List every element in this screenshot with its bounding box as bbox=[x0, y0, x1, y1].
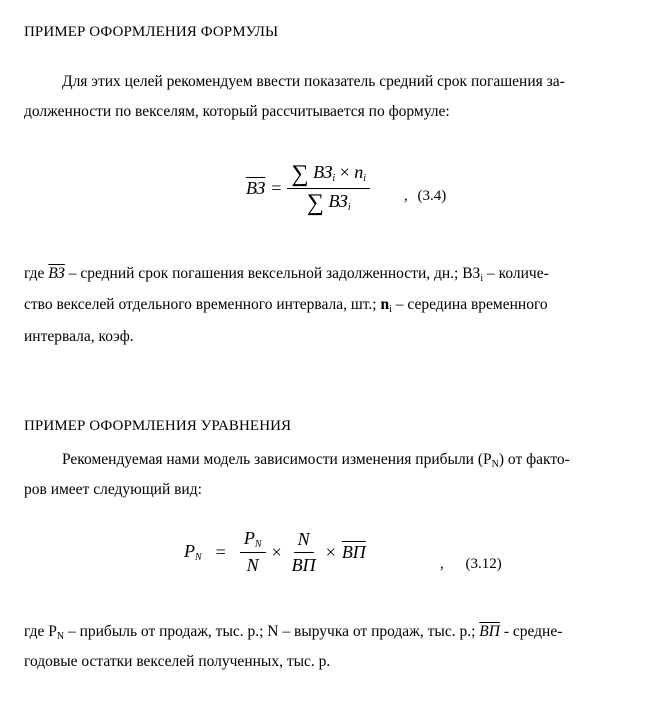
where-var-vz: ВЗ bbox=[48, 265, 65, 282]
fraction-1-numerator bbox=[240, 528, 266, 553]
equation-3-12 bbox=[184, 528, 372, 576]
formula-3-4 bbox=[246, 162, 370, 215]
section-heading-equation: ПРИМЕР ОФОРМЛЕНИЯ УРАВНЕНИЯ bbox=[24, 418, 292, 434]
numerator-term: ВЗ bbox=[313, 162, 333, 182]
paragraph-text: ) от факто- bbox=[498, 451, 570, 468]
sum-symbol: ∑ bbox=[306, 190, 325, 216]
paragraph-line: Для этих целей рекомендуем ввести показатель средний срок погашения за- bbox=[62, 73, 565, 90]
paragraph-sub: N bbox=[491, 459, 499, 470]
equation-lhs-p: P bbox=[184, 541, 195, 561]
where-prefix: где bbox=[24, 265, 45, 282]
where-var-vp: ВП bbox=[479, 623, 500, 640]
formula-number-label: (3.4) bbox=[417, 188, 447, 204]
formula-denominator bbox=[303, 189, 355, 215]
numerator-n: n bbox=[354, 162, 364, 182]
equation-comma: , bbox=[440, 556, 444, 572]
where-line-1 bbox=[24, 265, 549, 284]
section-heading-formula: ПРИМЕР ОФОРМЛЕНИЯ ФОРМУЛЫ bbox=[24, 24, 279, 40]
where-line-2 bbox=[24, 296, 548, 315]
denominator-term: ВЗ bbox=[328, 191, 348, 211]
where-text: – середина временного bbox=[395, 296, 548, 313]
where-var-n: n bbox=[380, 296, 390, 313]
where-line-2: годовые остатки векселей полученных, тыс. р. bbox=[24, 653, 331, 670]
paragraph-line: долженности по векселям, который рассчитывается по формуле: bbox=[24, 103, 450, 120]
numerator-sub: i bbox=[332, 173, 336, 184]
denominator-sub: i bbox=[347, 202, 351, 213]
equation-fraction-2 bbox=[288, 529, 320, 576]
where-text: – прибыль от продаж, тыс. р.; N – выручка от продаж, тыс. р.; bbox=[67, 623, 476, 640]
where-line-3: интервала, коэф. bbox=[24, 328, 134, 345]
numerator-n-sub: i bbox=[363, 173, 367, 184]
formula-numerator bbox=[287, 162, 370, 189]
paragraph-text: Рекомендуемая нами модель зависимости изменения прибыли (P bbox=[62, 451, 492, 468]
equation-lhs-sub: N bbox=[195, 552, 202, 563]
equation-last-term: ВП bbox=[341, 541, 366, 562]
times-sign: × bbox=[325, 541, 336, 562]
equation-number-label: (3.12) bbox=[465, 556, 502, 572]
fraction-2-denominator: ВП bbox=[291, 554, 316, 575]
formula-fraction bbox=[287, 162, 370, 215]
where-line-1 bbox=[24, 623, 562, 642]
where-text-end: - средне- bbox=[503, 623, 563, 640]
formula-comma: , bbox=[404, 188, 408, 204]
sum-symbol: ∑ bbox=[291, 161, 309, 187]
formula-equals: = bbox=[271, 178, 282, 198]
formula-number bbox=[404, 188, 446, 205]
equation-fraction-1 bbox=[240, 528, 266, 576]
times-sign: × bbox=[339, 162, 350, 182]
where-sub: i bbox=[480, 273, 484, 284]
fraction-1-denominator: N bbox=[246, 555, 259, 575]
where-prefix: где P bbox=[24, 623, 57, 640]
times-sign: × bbox=[271, 541, 282, 562]
where-text-end: – количе- bbox=[486, 265, 549, 282]
equation-equals: = bbox=[215, 541, 226, 562]
where-sub: N bbox=[56, 631, 65, 642]
formula-lhs: ВЗ bbox=[246, 178, 266, 198]
f1-num-sub: N bbox=[254, 539, 262, 550]
f1-num: P bbox=[243, 528, 255, 548]
where-sub: i bbox=[389, 304, 392, 315]
fraction-2-numerator: N bbox=[294, 529, 314, 553]
equation-lhs bbox=[184, 541, 202, 563]
paragraph-line bbox=[62, 451, 570, 470]
paragraph-line: ров имеет следующий вид: bbox=[24, 481, 202, 498]
where-text: – средний срок погашения вексельной задолженности, дн.; ВЗ bbox=[68, 265, 481, 282]
equation-number bbox=[440, 556, 502, 573]
where-text: ство векселей отдельного временного интервала, шт.; bbox=[24, 296, 377, 313]
